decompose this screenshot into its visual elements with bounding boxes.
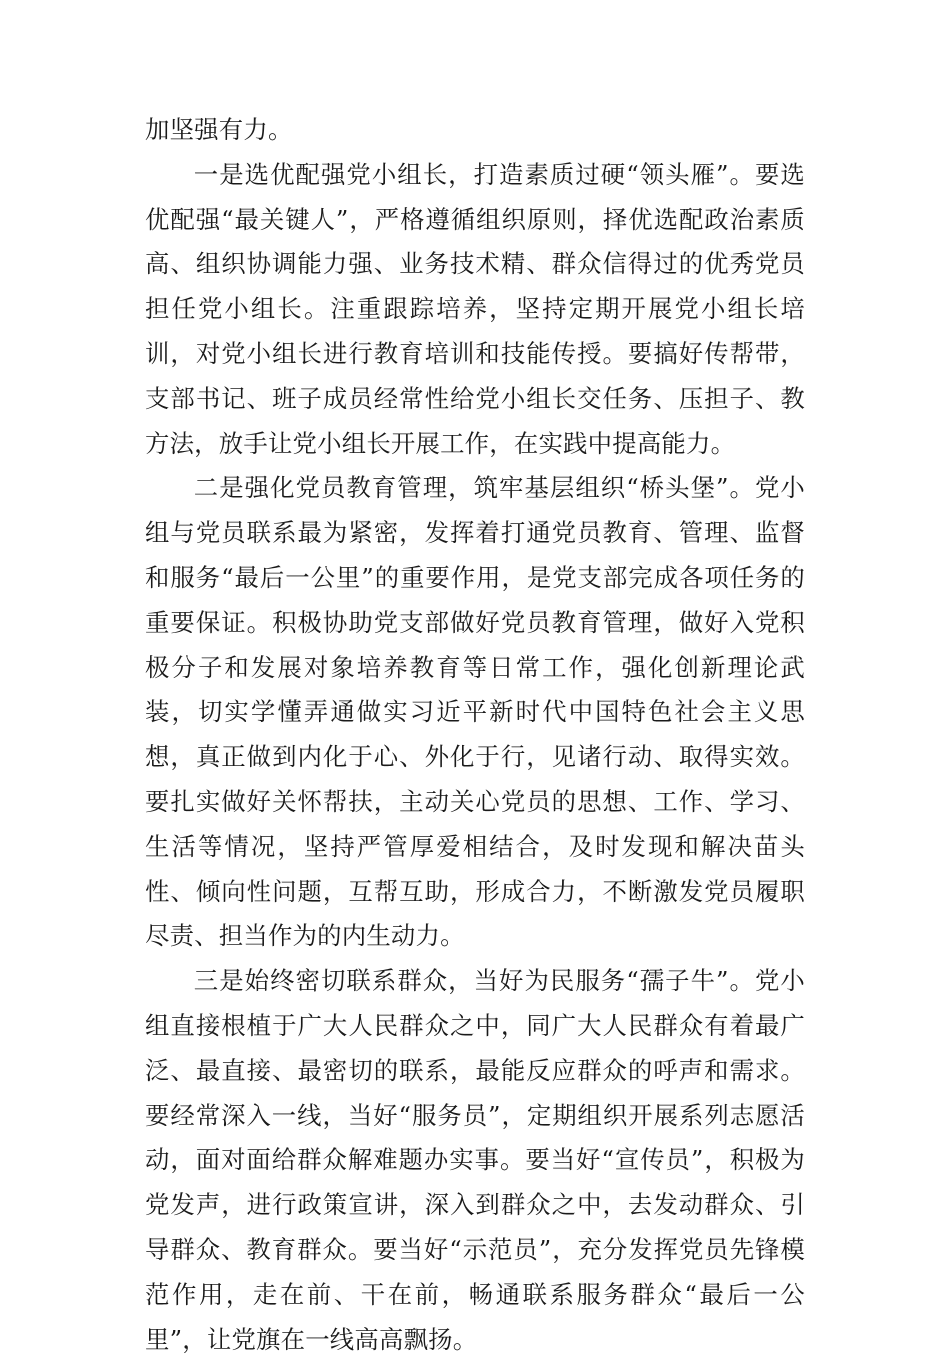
paragraph-1-team-leaders: 一是选优配强党小组长，打造素质过硬“领头雁”。要选优配强“最关键人”，严格遵循组织原则，择优选配政治素质高、组织协调能力强、业务技术精、群众信得过的优秀党员担任党小组长。注重跟踪培养，坚持定期开展党小组长培训，对党小组长进行教育培训和技能传授。要搞好传帮带，支部书记、班子成员经常性给党小组长交任务、压担子、教方法，放手让党小组长开展工作，在实践中提高能力。 <box>145 159 805 458</box>
paragraph-3-mass-contact: 三是始终密切联系群众，当好为民服务“孺子牛”。党小组直接根植于广大人民群众之中，同广大人民群众有着最广泛、最直接、最密切的联系，最能反应群众的呼声和需求。要经常深入一线，当好“服务员”，定期组织开展系列志愿活动，面对面给群众解难题办实事。要当好“宣传员”，积极为党发声，进行政策宣讲，深入到群众之中，去发动群众、引导群众、教育群众。要当好“示范员”，充分发挥党员先锋模范作用，走在前、干在前，畅通联系服务群众“最后一公里”，让党旗在一线高高飘扬。 <box>145 966 805 1354</box>
body-text <box>145 108 805 1362</box>
paragraph-2-member-education: 二是强化党员教育管理，筑牢基层组织“桥头堡”。党小组与党员联系最为紧密，发挥着打通党员教育、管理、监督和服务“最后一公里”的重要作用，是党支部完成各项任务的重要保证。积极协助党支部做好党员教育管理，做好入党积极分子和发展对象培养教育等日常工作，强化创新理论武装，切实学懂弄通做实习近平新时代中国特色社会主义思想，真正做到内化于心、外化于行，见诸行动、取得实效。要扎实做好关怀帮扶，主动关心党员的思想、工作、学习、生活等情况，坚持严管厚爱相结合，及时发现和解决苗头性、倾向性问题，互帮互助，形成合力，不断激发党员履职尽责、担当作为的内生动力。 <box>145 473 805 951</box>
paragraph-continuation: 加坚强有力。 <box>145 115 293 144</box>
